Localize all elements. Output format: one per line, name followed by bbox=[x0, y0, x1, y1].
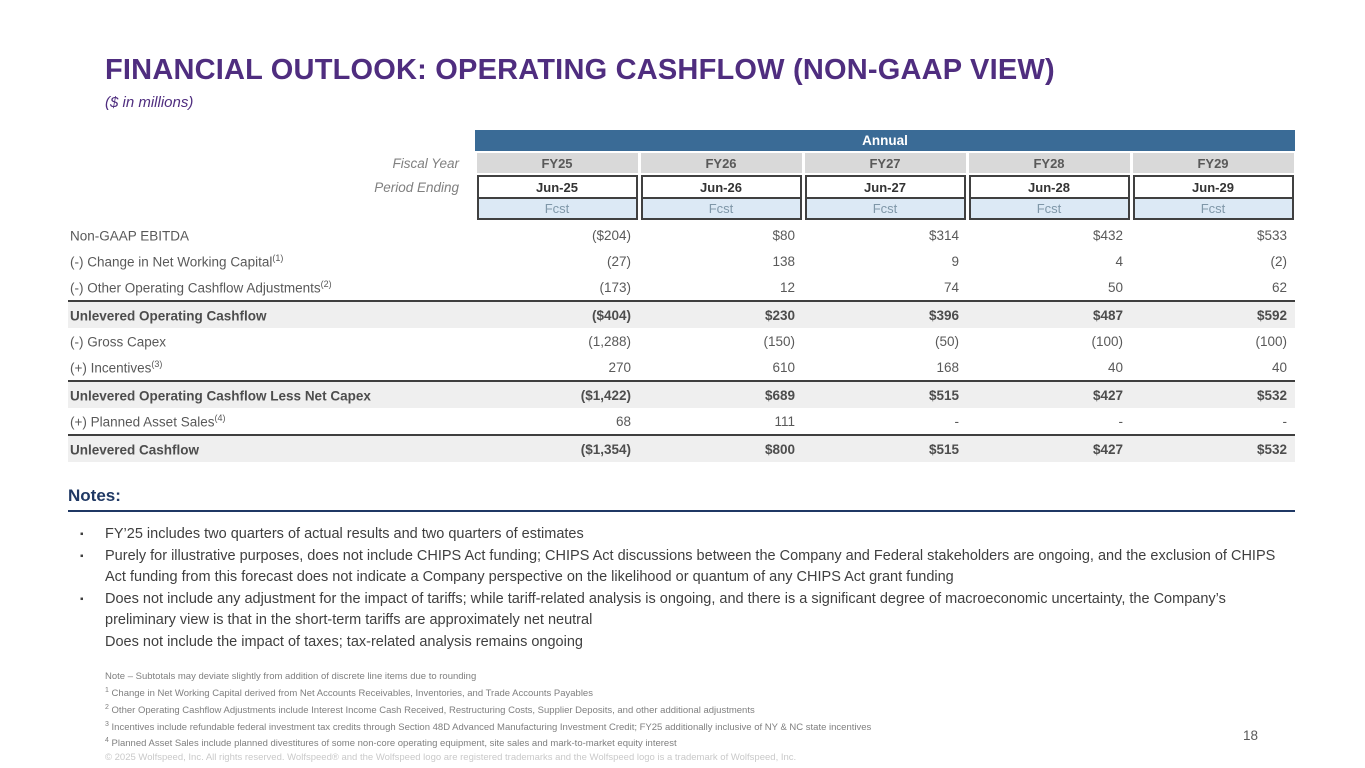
cell-value: 62 bbox=[1271, 279, 1287, 295]
table-row bbox=[68, 248, 1295, 274]
cell-value: $532 bbox=[1256, 387, 1287, 403]
cell-value: - bbox=[954, 413, 959, 429]
page-title: FINANCIAL OUTLOOK: OPERATING CASHFLOW (NON-GAAP VIEW) bbox=[105, 54, 1055, 86]
cell-value: $427 bbox=[1092, 441, 1123, 457]
note-bullet bbox=[68, 524, 1295, 545]
footnote: $^2$ Other Operating Cashflow Adjustments include Interest Income Cash Received, Restructuring Costs, Supplier Deposits, and other additional adjustments bbox=[105, 703, 755, 716]
cashflow-table bbox=[68, 130, 1295, 462]
cell-value: 12 bbox=[779, 279, 795, 295]
cell-value: $515 bbox=[928, 387, 959, 403]
bullet-icon bbox=[68, 632, 105, 653]
cell-value: $515 bbox=[928, 441, 959, 457]
note-text: Does not include any adjustment for the impact of tariffs; while tariff-related analysis is ongoing, and there is a significant degree of macroeconomic uncertainty, the Company’s preliminary view is that in the short-term tariffs are approximately net neutral bbox=[105, 591, 1226, 628]
cell-value: - bbox=[1118, 413, 1123, 429]
period-ending-cell: Jun-27 bbox=[803, 175, 967, 199]
notes-section bbox=[68, 486, 1295, 654]
forecast-row bbox=[68, 199, 1295, 220]
cell-value: 74 bbox=[943, 279, 959, 295]
cell-value: - bbox=[1282, 413, 1287, 429]
row-label: (-) Change in Net Working Capital bbox=[70, 254, 273, 270]
footnote: $^1$ Change in Net Working Capital derived from Net Accounts Receivables, Inventories, and Trade Accounts Payables bbox=[105, 686, 593, 700]
cell-value: 111 bbox=[774, 413, 795, 429]
forecast-cell: Fcst bbox=[639, 199, 803, 220]
page-number: 18 bbox=[1243, 728, 1259, 743]
fiscal-year-cell: FY28 bbox=[967, 153, 1131, 173]
period-ending-side-label: Period Ending bbox=[374, 179, 459, 195]
footnote-ref: (4) bbox=[214, 412, 226, 423]
cell-value: (150) bbox=[763, 333, 795, 349]
footnote-ref: (2) bbox=[320, 278, 332, 289]
note-text: Purely for illustrative purposes, does not include CHIPS Act funding; CHIPS Act discussions between the Company and Federal stakeholders are ongoing, and the exclusion of CHIPS Act funding from this forecast does not indicate a Company perspective on the likelihood or quantum of any CHIPS Act grant funding bbox=[105, 548, 1276, 585]
row-label: Unlevered Operating Cashflow Less Net Capex bbox=[70, 388, 371, 404]
cell-value: $533 bbox=[1256, 227, 1287, 243]
fiscal-year-cell: FY26 bbox=[639, 153, 803, 173]
cell-value: $396 bbox=[928, 307, 959, 323]
cell-value: $80 bbox=[772, 227, 795, 243]
note-bullet bbox=[68, 589, 1295, 631]
table-row bbox=[68, 354, 1295, 380]
cell-value: (1,288) bbox=[588, 333, 631, 349]
annual-header: Annual bbox=[475, 130, 1295, 151]
table-row bbox=[68, 274, 1295, 300]
notes-heading: Notes: bbox=[68, 486, 1295, 512]
fiscal-year-cell: FY29 bbox=[1131, 153, 1295, 173]
period-ending-row bbox=[68, 175, 1295, 199]
row-label: Unlevered Cashflow bbox=[70, 442, 200, 458]
cell-value: $800 bbox=[764, 441, 795, 457]
row-label: Unlevered Operating Cashflow bbox=[70, 308, 267, 324]
footnote: $^4$ Planned Asset Sales include planned divestitures of some non-core operating equipment, site sales and mark-to-market equity interest bbox=[105, 737, 677, 750]
cell-value: $432 bbox=[1092, 227, 1123, 243]
footnote-ref: (1) bbox=[272, 252, 284, 263]
cell-value: ($204) bbox=[591, 227, 631, 243]
row-label: (+) Incentives bbox=[70, 360, 152, 376]
cell-value: ($404) bbox=[591, 307, 631, 323]
forecast-side-label bbox=[68, 199, 475, 220]
table-row bbox=[68, 328, 1295, 354]
cell-value: $427 bbox=[1092, 387, 1123, 403]
cell-value: 68 bbox=[615, 413, 631, 429]
cell-value: 9 bbox=[951, 253, 959, 269]
row-label: (-) Gross Capex bbox=[70, 334, 167, 350]
cell-value: (100) bbox=[1091, 333, 1123, 349]
forecast-cell: Fcst bbox=[803, 199, 967, 220]
cell-value: 168 bbox=[936, 359, 959, 375]
table-subtotal-row bbox=[68, 380, 1295, 408]
bullet-icon: ▪ bbox=[80, 529, 84, 540]
table-group-header-row bbox=[68, 130, 1295, 151]
footnote-ref: (3) bbox=[151, 358, 163, 369]
cell-value: 138 bbox=[772, 253, 795, 269]
footnote: Note – Subtotals may deviate slightly from addition of discrete line items due to rounding bbox=[105, 671, 477, 683]
cell-value: $689 bbox=[764, 387, 795, 403]
cell-value: $487 bbox=[1092, 307, 1123, 323]
cell-value: 40 bbox=[1271, 359, 1287, 375]
units-subtitle: ($ in millions) bbox=[105, 94, 194, 111]
forecast-cell: Fcst bbox=[1131, 199, 1295, 220]
cell-value: (100) bbox=[1255, 333, 1287, 349]
note-text: FY’25 includes two quarters of actual results and two quarters of estimates bbox=[105, 526, 584, 542]
footnote: $^3$ Incentives include refundable federal investment tax credits through Section 48D Advanced Manufacturing Investment Credit; FY25 additionally inclusive of NY & NC state incentives bbox=[105, 720, 872, 733]
period-ending-cell: Jun-26 bbox=[639, 175, 803, 199]
fiscal-year-side-label: Fiscal Year bbox=[392, 155, 459, 171]
copyright-text: © 2025 Wolfspeed, Inc. All rights reserved. Wolfspeed® and the Wolfspeed logo are registered trademarks and the Wolfspeed logo is a trademark of Wolfspeed, Inc. bbox=[105, 752, 797, 764]
fiscal-year-row bbox=[68, 153, 1295, 173]
cell-value: 610 bbox=[772, 359, 795, 375]
notes-bullets bbox=[68, 524, 1295, 653]
row-label: (+) Planned Asset Sales bbox=[70, 414, 215, 430]
cell-value: $592 bbox=[1256, 307, 1287, 323]
cell-value: $230 bbox=[764, 307, 795, 323]
footnotes-section bbox=[105, 667, 1255, 765]
cell-value: $532 bbox=[1256, 441, 1287, 457]
cell-value: 270 bbox=[608, 359, 631, 375]
cell-value: 40 bbox=[1107, 359, 1123, 375]
cell-value: ($1,354) bbox=[580, 441, 631, 457]
fiscal-year-cell: FY25 bbox=[475, 153, 639, 173]
period-ending-cell: Jun-29 bbox=[1131, 175, 1295, 199]
bullet-icon: ▪ bbox=[80, 551, 84, 562]
period-ending-cell: Jun-28 bbox=[967, 175, 1131, 199]
forecast-cell: Fcst bbox=[967, 199, 1131, 220]
table-subtotal-row bbox=[68, 300, 1295, 328]
table-subtotal-row bbox=[68, 434, 1295, 462]
period-ending-cell: Jun-25 bbox=[475, 175, 639, 199]
note-bullet bbox=[68, 546, 1295, 588]
cell-value: ($1,422) bbox=[580, 387, 631, 403]
table-row bbox=[68, 222, 1295, 248]
cell-value: (173) bbox=[599, 279, 631, 295]
row-label: Non-GAAP EBITDA bbox=[70, 228, 190, 244]
forecast-cell: Fcst bbox=[475, 199, 639, 220]
cell-value: (2) bbox=[1270, 253, 1287, 269]
cell-value: (27) bbox=[606, 253, 631, 269]
row-label: (-) Other Operating Cashflow Adjustments bbox=[70, 280, 321, 296]
bullet-icon: ▪ bbox=[80, 594, 84, 605]
note-text: Does not include the impact of taxes; tax-related analysis remains ongoing bbox=[105, 634, 583, 650]
cell-value: 4 bbox=[1115, 253, 1123, 269]
cell-value: 50 bbox=[1107, 279, 1123, 295]
table-row bbox=[68, 408, 1295, 434]
cell-value: (50) bbox=[934, 333, 959, 349]
cell-value: $314 bbox=[928, 227, 959, 243]
fiscal-year-cell: FY27 bbox=[803, 153, 967, 173]
note-bullet bbox=[68, 632, 1295, 653]
